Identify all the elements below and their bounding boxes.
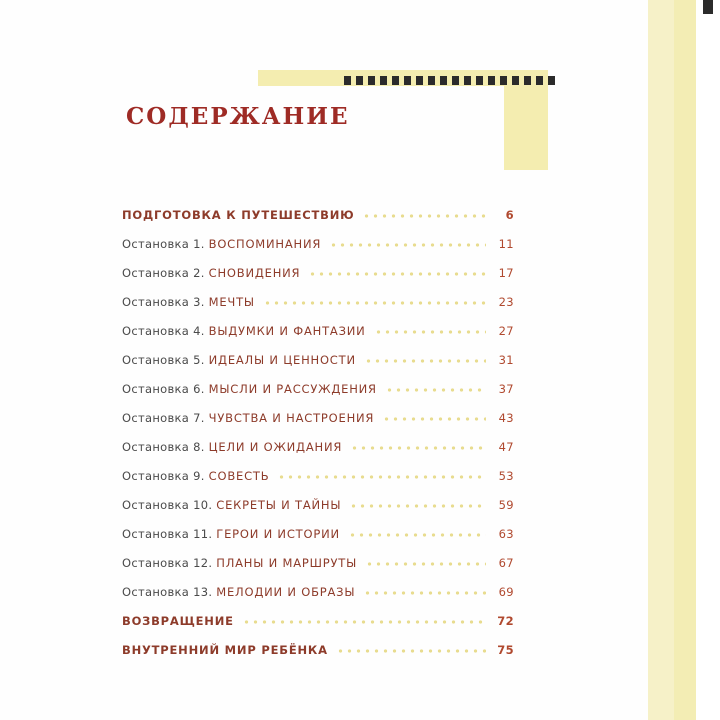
toc-entry-prefix: Остановка 2. (122, 265, 209, 280)
ornament-square (488, 76, 495, 85)
toc-entry-title: МЕЧТЫ (208, 294, 255, 309)
toc-entry[interactable] (122, 229, 514, 258)
toc-entry-label (122, 237, 321, 251)
toc-leader-dots (263, 301, 486, 305)
toc-entry-title: ИДЕАЛЫ И ЦЕННОСТИ (208, 352, 356, 367)
toc-entry-label (122, 353, 356, 367)
toc-entry-title: СНОВИДЕНИЯ (208, 265, 301, 280)
toc-entry-label (122, 440, 342, 454)
toc-entry[interactable] (122, 200, 514, 229)
toc-page-number: 31 (498, 352, 514, 367)
toc-entry-prefix: Остановка 11. (122, 526, 217, 541)
toc-entry-prefix: Остановка 5. (122, 352, 209, 367)
toc-entry-prefix: Остановка 7. (122, 410, 209, 425)
toc-entry-label (122, 208, 354, 222)
toc-leader-dots (385, 388, 486, 392)
ornament-square (512, 76, 519, 85)
toc-entry[interactable] (122, 345, 514, 374)
toc-entry-label (122, 411, 374, 425)
toc-entry-label (122, 295, 255, 309)
toc-entry[interactable] (122, 258, 514, 287)
right-edge-band-white (696, 0, 720, 720)
table-of-contents (122, 200, 514, 664)
ornament-square (356, 76, 363, 85)
toc-entry-title: ПЛАНЫ И МАРШРУТЫ (216, 555, 358, 570)
toc-entry-title: ЦЕЛИ И ОЖИДАНИЯ (208, 439, 343, 454)
toc-page-number: 63 (498, 526, 514, 541)
toc-entry[interactable] (122, 461, 514, 490)
toc-entry-label (122, 556, 357, 570)
toc-leader-dots (277, 475, 486, 479)
toc-entry-prefix: Остановка 10. (122, 497, 217, 512)
ornament-square (344, 76, 351, 85)
toc-leader-dots (329, 243, 486, 247)
ornament-square (500, 76, 507, 85)
toc-entry-title: ВОЗВРАЩЕНИЕ (122, 613, 234, 628)
toc-entry[interactable] (122, 606, 514, 635)
toc-entry-title: ВЫДУМКИ И ФАНТАЗИИ (208, 323, 366, 338)
toc-leader-dots (308, 272, 486, 276)
toc-entry-label (122, 527, 340, 541)
toc-page-number: 75 (497, 642, 514, 657)
toc-entry-label (122, 585, 355, 599)
toc-entry[interactable] (122, 287, 514, 316)
ornament-square (416, 76, 423, 85)
toc-entry-title: ВОСПОМИНАНИЯ (208, 236, 322, 251)
toc-entry-label (122, 643, 328, 657)
toc-entry-prefix: Остановка 13. (122, 584, 217, 599)
ornament-square (464, 76, 471, 85)
toc-leader-dots (242, 620, 486, 624)
toc-entry-title: ПОДГОТОВКА К ПУТЕШЕСТВИЮ (122, 207, 355, 222)
toc-page-number: 59 (498, 497, 514, 512)
toc-entry-prefix: Остановка 8. (122, 439, 209, 454)
toc-leader-dots (349, 504, 486, 508)
toc-page-number: 11 (498, 236, 514, 251)
toc-page-number: 47 (498, 439, 514, 454)
toc-entry-title: МЕЛОДИИ И ОБРАЗЫ (216, 584, 356, 599)
ornament-square (428, 76, 435, 85)
toc-entry-prefix: Остановка 3. (122, 294, 209, 309)
toc-entry-title: ГЕРОИ И ИСТОРИИ (216, 526, 340, 541)
toc-entry-prefix: Остановка 6. (122, 381, 209, 396)
toc-leader-dots (362, 214, 486, 218)
toc-entry-label (122, 498, 341, 512)
ornament-square (536, 76, 543, 85)
toc-page-number: 69 (498, 584, 514, 599)
toc-entry-label (122, 266, 300, 280)
ornament-square-row (344, 76, 555, 85)
toc-entry-title: СЕКРЕТЫ И ТАЙНЫ (216, 497, 342, 512)
toc-leader-dots (382, 417, 486, 421)
toc-page-number: 6 (505, 207, 514, 222)
toc-leader-dots (350, 446, 486, 450)
toc-entry-title: ВНУТРЕННИЙ МИР РЕБЁНКА (122, 642, 328, 657)
toc-entry-prefix: Остановка 4. (122, 323, 209, 338)
toc-entry[interactable] (122, 635, 514, 664)
right-edge-band-yellow (674, 0, 696, 720)
toc-entry-label (122, 469, 269, 483)
page-title: СОДЕРЖАНИЕ (126, 103, 350, 130)
toc-entry-title: ЧУВСТВА И НАСТРОЕНИЯ (208, 410, 375, 425)
ornament-square (404, 76, 411, 85)
toc-entry-label (122, 324, 366, 338)
toc-page-number: 53 (498, 468, 514, 483)
toc-page-number: 23 (498, 294, 514, 309)
toc-entry[interactable] (122, 519, 514, 548)
ornament-square (368, 76, 375, 85)
toc-entry[interactable] (122, 548, 514, 577)
toc-entry-label (122, 614, 234, 628)
toc-leader-dots (336, 649, 486, 653)
toc-entry-prefix: Остановка 1. (122, 236, 209, 251)
toc-page-number: 72 (497, 613, 514, 628)
toc-leader-dots (365, 562, 486, 566)
toc-page-number: 43 (498, 410, 514, 425)
toc-entry[interactable] (122, 403, 514, 432)
toc-page-number: 37 (498, 381, 514, 396)
toc-entry[interactable] (122, 432, 514, 461)
ornament-square (548, 76, 555, 85)
ornament-square (392, 76, 399, 85)
edge-tick-mark (703, 0, 713, 14)
ornament-square (440, 76, 447, 85)
toc-entry[interactable] (122, 316, 514, 345)
toc-page-number: 27 (498, 323, 514, 338)
toc-page-number: 17 (498, 265, 514, 280)
ornament-square (524, 76, 531, 85)
ornament-bar-right (504, 70, 548, 170)
toc-leader-dots (374, 330, 486, 334)
toc-entry-prefix: Остановка 12. (122, 555, 217, 570)
toc-entry-title: МЫСЛИ И РАССУЖДЕНИЯ (208, 381, 377, 396)
toc-entry[interactable] (122, 490, 514, 519)
toc-entry-title: СОВЕСТЬ (208, 468, 270, 483)
toc-leader-dots (363, 591, 486, 595)
toc-entry-prefix: Остановка 9. (122, 468, 209, 483)
right-edge-band-pale (648, 0, 674, 720)
ornament-square (476, 76, 483, 85)
toc-entry-label (122, 382, 377, 396)
ornament-square (452, 76, 459, 85)
toc-entry[interactable] (122, 577, 514, 606)
toc-leader-dots (348, 533, 486, 537)
toc-entry[interactable] (122, 374, 514, 403)
ornament-square (380, 76, 387, 85)
toc-page-number: 67 (498, 555, 514, 570)
toc-leader-dots (364, 359, 486, 363)
